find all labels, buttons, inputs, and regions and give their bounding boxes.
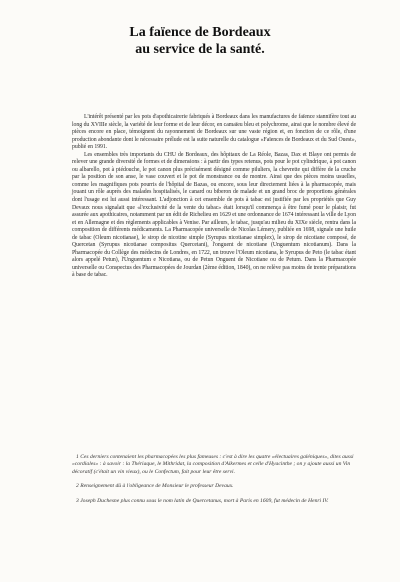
body-text bbox=[72, 114, 356, 280]
footnote-1: 1 Ces derniers contenaient les pharmacopées les plus fameuses : c'est à dire les quatre «électuaires galéniques», dites aussi «cordiales» : à savoir : la Thériaque, le Mithridat, la composition d'Alkermes et celle d'Hyacinthe ; on y ajoute aussi un Vin décoratif (c'était un vin vieux), ou le Confectum, fait pour leur être servi. bbox=[72, 454, 354, 475]
title-line-2: au service de la santé. bbox=[135, 42, 265, 57]
footnote-3: 3 Joseph Duchesne plus connu sous le nom latin de Quercetanus, mort à Paris en 1609, fut médecin de Henri IV. bbox=[76, 497, 329, 504]
footnotes bbox=[72, 454, 356, 512]
title-line-1: La faïence de Bordeaux bbox=[129, 25, 271, 40]
footnote-2: 2 Renseignement dû à l'obligeance de Monsieur le professeur Devaux. bbox=[76, 483, 234, 490]
paragraph-1: L'intérêt présenté par les pots d'apothicairerie fabriqués à Bordeaux dans les manufactures de faïence stannifère tout au long du XVIIIe siècle, la variété de leur forme et de leur décor, en camaïeu bleu et polychrome, ainsi que le nombre élevé de pièces encore en place, témoignent du rayonnement de Bordeaux sur une vaste région et, en fonction de ce rôle, d'une production abondante dont le nécessaire prélude est la suite naturelle du catalogue «Faïences de Bordeaux et du Sud Ouest», publié en 1991. bbox=[72, 114, 356, 151]
page-title bbox=[60, 24, 340, 58]
paragraph-2: Les ensembles très importants du CHU de Bordeaux, des hôpitaux de La Réole, Bazas, Dax et Blaye ont permis de relever une grande diversité de formes et de dimensions : à partir des types retenus, pots pour le pot cylindrique, à pot canon ou albarello, pot à piédouche, le pot canon plus précisément désigné comme piluliers, la chevrette qui diffère de la cruche par la position de son anse, le vase couvert et le pot de monstrance ou de montre. Ainsi que des pièces moins usuelles, comme les magnifiques pots pourris de l'hôpital de Bazas, ou encore, sous leur directement liées à la pharmacopée, mais jouant un rôle auprès des malades hospitalisés, le canard ou biberon de malade et un grand broc de proportions générales dont l'usage est lui aussi intéressant. L'adjonction à cet ensemble de pots à tabac est justifiée par les propriétés que Guy Devaux nous signalait que «l'exclusivité de la vente du tabac» était lorsqu'il commença à être fumé pour le plaisir, fut assurée aux apothicaires, notamment par un édit de Richelieu en 1629 et une ordonnance de 1674 intéressant la ville de Lyon et en Allemagne et des règlements applicables à Venise. Par ailleurs, le tabac, jusqu'au milieu du XIXe siècle, rentra dans la composition de différents médicaments. La Pharmacopée universelle de Nicolas Lémery, publiée en 1698, signale une huile de tabac (Oleum nicotianae), le sirop de nicotine simple (Syrupus nicotianae simplex), le sirop de nicotiane composé, de Quercetan (Syrupus nicotianae compositus Quercetani), l'onguent de nicotiane (Unguentum nicotianum). Dans la Pharmacopée du Collège des médecins de Londres, en 1722, un trouve l'Oleum nicotiana, le Syrupus de Peto (le tabac étant alors appelé Petun), l'Unguentum e Nicotiana, ou de Petun Onguent de Nicotiane ou de Petum. Dans la Pharmacopée universelle ou Conspectus des Pharmacopées de Jourdan (2ème édition, 1840), on ne relève pas moins de trente préparations à base de tabac. bbox=[72, 151, 356, 279]
